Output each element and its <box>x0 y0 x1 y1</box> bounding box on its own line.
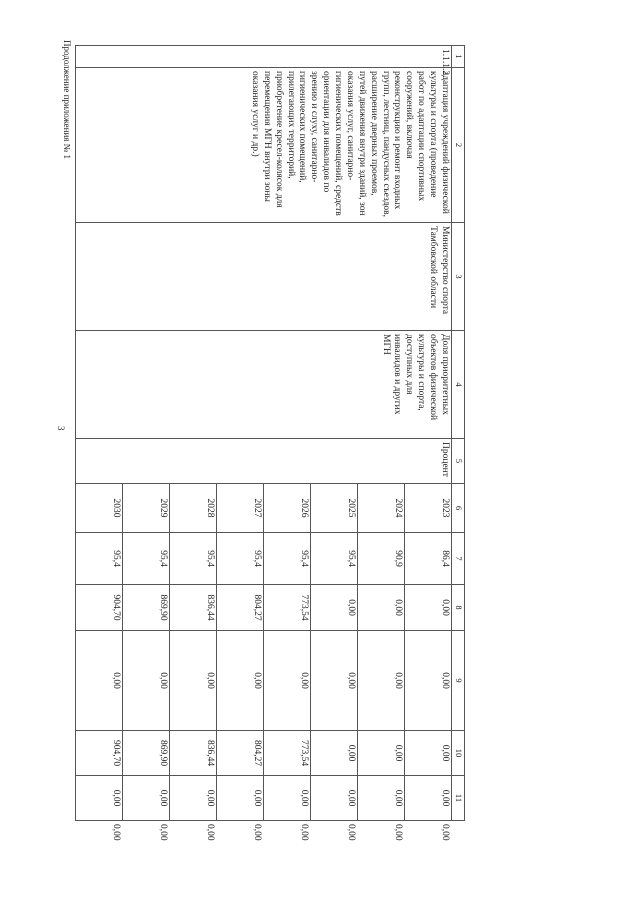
funding-total: 0,00 <box>311 585 358 631</box>
table-row: 2027 95,4 804,27 0,00 804,27 0,00 0,00 <box>217 46 264 821</box>
funding-local: 0,00 <box>405 776 452 821</box>
funding-regional: 0,00 <box>358 731 405 776</box>
funding-total: 836,44 <box>170 585 217 631</box>
funding-regional: 836,44 <box>170 731 217 776</box>
col-number: 9 <box>452 631 465 731</box>
funding-regional: 869,90 <box>123 731 170 776</box>
funding-federal: 0,00 <box>170 631 217 731</box>
target-value: 95,4 <box>123 533 170 585</box>
target-value: 95,4 <box>311 533 358 585</box>
table-row: 2025 95,4 0,00 0,00 0,00 0,00 0,00 <box>311 46 358 821</box>
funding-regional: 904,70 <box>76 731 123 776</box>
col-number: 5 <box>452 439 465 484</box>
funding-regional: 773,54 <box>264 731 311 776</box>
target-value: 95,4 <box>170 533 217 585</box>
year-cell: 2028 <box>170 484 217 533</box>
measure-id: 1.1.1.2. <box>76 46 452 68</box>
funding-local: 0,00 <box>170 776 217 821</box>
funding-local: 0,00 <box>358 776 405 821</box>
funding-regional: 0,00 <box>405 731 452 776</box>
table-row: 2029 95,4 869,90 0,00 869,90 0,00 0,00 <box>123 46 170 821</box>
table-container <box>80 45 465 841</box>
funding-federal: 0,00 <box>264 631 311 731</box>
funding-total: 773,54 <box>264 585 311 631</box>
funding-federal: 0,00 <box>76 631 123 731</box>
year-cell: 2024 <box>358 484 405 533</box>
funding-total: 869,90 <box>123 585 170 631</box>
appendix-table <box>75 45 465 841</box>
table-row: 2030 95,4 904,70 0,00 904,70 0,00 0,00 <box>76 46 123 821</box>
funding-local: 0,00 <box>217 776 264 821</box>
year-cell: 2025 <box>311 484 358 533</box>
funding-federal: 0,00 <box>311 631 358 731</box>
funding-local: 0,00 <box>311 776 358 821</box>
funding-local: 0,00 <box>123 776 170 821</box>
year-cell: 2027 <box>217 484 264 533</box>
year-cell: 2030 <box>76 484 123 533</box>
year-cell: 2023 <box>405 484 452 533</box>
continuation-caption: Продолжение приложения № 1 <box>62 40 72 160</box>
col-number: 6 <box>452 484 465 533</box>
funding-federal: 0,00 <box>358 631 405 731</box>
funding-total: 0,00 <box>358 585 405 631</box>
target-value: 90,9 <box>358 533 405 585</box>
table-row: 1.1.1.2. адаптация учреждений физической культуры и спорта (проведение работ по адаптации спортивных сооружений, включая реконструкцию и ремонт входных групп, лестниц, пандусных съездов, расширение дверных проемов, путей движения внутри зданий, зон оказания услуг, санитарно-гигиенических помещений, средств ориентации для инвалидов по зрению и слуху, санитарно-гигиенических помещений, прилегающих территорий, приобретение кресел-колясок для перемещения МГН внутри зоны оказания услуг и др.) Министерство спорта Тамбовской области Доля приоритетных объектов физической культуры и спорта, доступных для инвалидов и других МГН Процент 2023 86,4 0,00 0,00 0,00 0,00 0,00 <box>405 46 452 821</box>
col-number: 8 <box>452 585 465 631</box>
col-number: 1 <box>452 46 465 68</box>
funding-total: 804,27 <box>217 585 264 631</box>
column-number-row <box>452 46 465 821</box>
funding-federal: 0,00 <box>217 631 264 731</box>
executor: Министерство спорта Тамбовской области <box>76 223 452 331</box>
col-number: 10 <box>452 731 465 776</box>
year-cell: 2029 <box>123 484 170 533</box>
funding-total: 904,70 <box>76 585 123 631</box>
funding-regional: 804,27 <box>217 731 264 776</box>
year-cell: 2026 <box>264 484 311 533</box>
col-number: 11 <box>452 776 465 821</box>
target-value: 86,4 <box>405 533 452 585</box>
col-number: 3 <box>452 223 465 331</box>
funding-total: 0,00 <box>405 585 452 631</box>
col-number: 4 <box>452 331 465 439</box>
table-row: 2024 90,9 0,00 0,00 0,00 0,00 0,00 <box>358 46 405 821</box>
indicator: Доля приоритетных объектов физической культуры и спорта, доступных для инвалидов и других МГН <box>76 331 452 439</box>
unit: Процент <box>76 439 452 484</box>
funding-local: 0,00 <box>76 776 123 821</box>
target-value: 95,4 <box>264 533 311 585</box>
funding-local: 0,00 <box>264 776 311 821</box>
funding-regional: 0,00 <box>311 731 358 776</box>
col-number: 2 <box>452 68 465 223</box>
measure-description: адаптация учреждений физической культуры и спорта (проведение работ по адаптации спортивных сооружений, включая реконструкцию и ремонт входных групп, лестниц, пандусных съездов, расширение дверных проемов, путей движения внутри зданий, зон оказания услуг, санитарно-гигиенических помещений, средств ориентации для инвалидов по зрению и слуху, санитарно-гигиенических помещений, прилегающих территорий, приобретение кресел-колясок для перемещения МГН внутри зоны оказания услуг и др.) <box>76 68 452 223</box>
table-row: 2028 95,4 836,44 0,00 836,44 0,00 0,00 <box>170 46 217 821</box>
table-row: 2026 95,4 773,54 0,00 773,54 0,00 0,00 <box>264 46 311 821</box>
col-number: 7 <box>452 533 465 585</box>
funding-federal: 0,00 <box>405 631 452 731</box>
target-value: 95,4 <box>76 533 123 585</box>
page-number: 3 <box>56 426 66 431</box>
target-value: 95,4 <box>217 533 264 585</box>
funding-federal: 0,00 <box>123 631 170 731</box>
